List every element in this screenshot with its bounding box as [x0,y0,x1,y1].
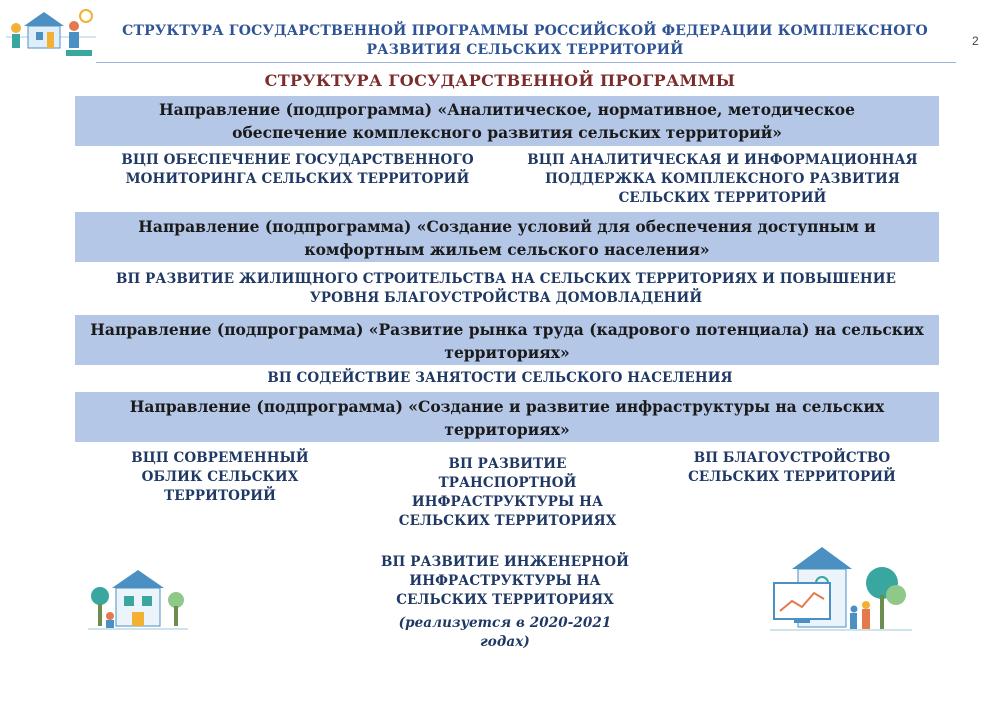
program-item: ВЦП АНАЛИТИЧЕСКАЯ И ИНФОРМАЦИОННАЯ ПОДДЕРЖКА КОМПЛЕКСНОГО РАЗВИТИЯ СЕЛЬСКИХ ТЕРРИТОРИЙ [527,152,918,206]
program-item: ВП РАЗВИТИЕ ИНЖЕНЕРНОЙ ИНФРАСТРУКТУРЫ НА СЕЛЬСКИХ ТЕРРИТОРИЯХ [381,554,629,608]
town-park-illustration [770,543,912,635]
header-title: СТРУКТУРА ГОСУДАРСТВЕННОЙ ПРОГРАММЫ РОССИЙСКОЙ ФЕДЕРАЦИИ КОМПЛЕКСНОГО РАЗВИТИЯ СЕЛЬСКИХ ТЕРРИТОРИЙ [122,23,928,58]
page-number: 2 [972,34,979,48]
program-item: ВЦП СОВРЕМЕННЫЙ ОБЛИК СЕЛЬСКИХ ТЕРРИТОРИЙ [131,450,309,504]
program-item: ВП РАЗВИТИЕ ТРАНСПОРТНОЙ ИНФРАСТРУКТУРЫ НА СЕЛЬСКИХ ТЕРРИТОРИЯХ [398,456,617,529]
direction-label: Направление (подпрограмма) «Создание и развитие инфраструктуры на сельских территориях» [129,397,885,439]
direction-band-4 [75,392,939,442]
direction-band-3 [75,315,939,365]
program-item: ВЦП ОБЕСПЕЧЕНИЕ ГОСУДАРСТВЕННОГО МОНИТОРИНГА СЕЛЬСКИХ ТЕРРИТОРИЙ [121,152,474,187]
main-title: СТРУКТУРА ГОСУДАРСТВЕННОЙ ПРОГРАММЫ [264,71,736,90]
program-note: (реализуется в 2020-2021 годах) [398,615,612,650]
village-illustration [88,566,188,634]
direction-label: Направление (подпрограмма) «Создание условий для обеспечения доступным и комфортным жильем сельского населения» [138,217,876,259]
direction-label: Направление (подпрограмма) «Развитие рынка труда (кадрового потенциала) на сельских территориях» [90,320,924,362]
header-divider [96,62,956,63]
direction-label: Направление (подпрограмма) «Аналитическое, нормативное, методическое обеспечение комплексного развития сельских территорий» [159,100,855,142]
program-item: ВП БЛАГОУСТРОЙСТВО СЕЛЬСКИХ ТЕРРИТОРИЙ [688,450,896,485]
program-item: ВП СОДЕЙСТВИЕ ЗАНЯТОСТИ СЕЛЬСКОГО НАСЕЛЕНИЯ [267,370,733,386]
house-people-illustration [6,6,96,60]
program-item: ВП РАЗВИТИЕ ЖИЛИЩНОГО СТРОИТЕЛЬСТВА НА СЕЛЬСКИХ ТЕРРИТОРИЯХ И ПОВЫШЕНИЕ УРОВНЯ БЛАГОУСТРОЙСТВА ДОМОВЛАДЕНИЙ [116,271,896,306]
direction-band-1 [75,96,939,146]
direction-band-2 [75,212,939,262]
